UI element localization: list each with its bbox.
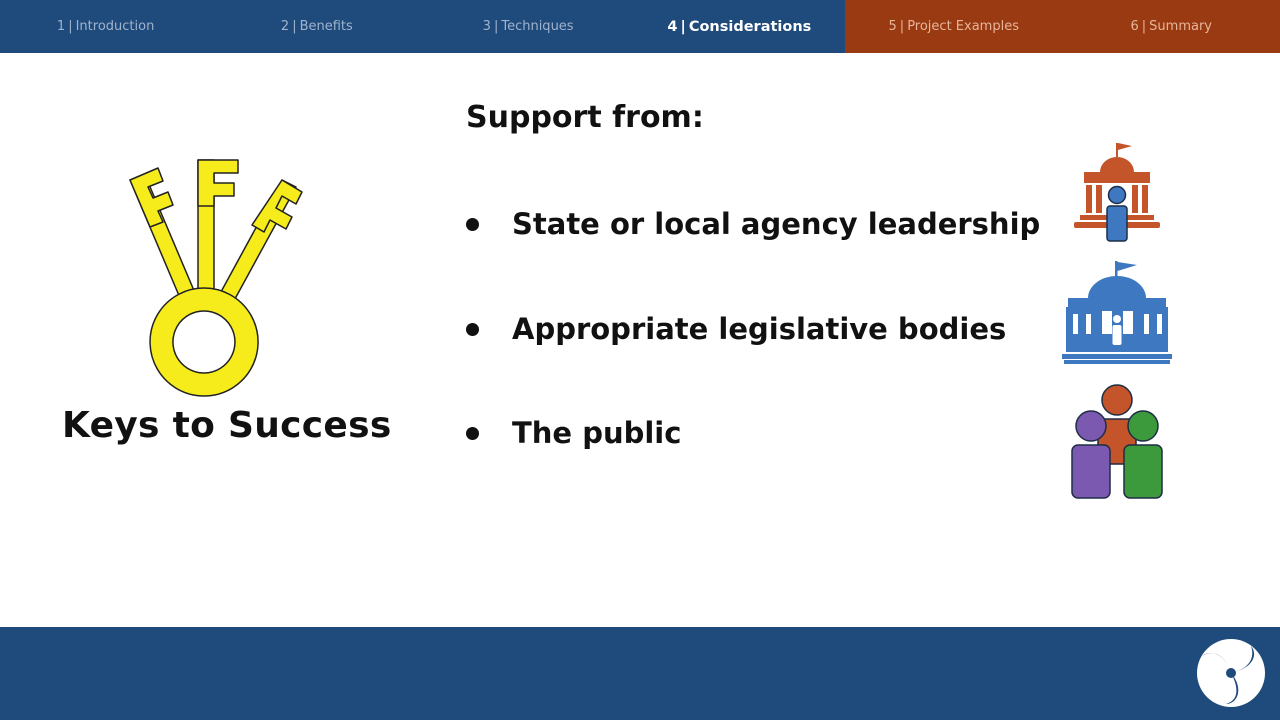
list-item	[466, 207, 1040, 241]
tab-considerations[interactable]	[634, 0, 845, 53]
section-nav	[0, 0, 1280, 53]
tab-separator: |	[493, 19, 499, 34]
list-item-text: Appropriate legislative bodies	[512, 312, 1007, 346]
capitol-building-icon	[1060, 258, 1175, 372]
dot-logo-icon	[1196, 638, 1266, 708]
list-item	[466, 416, 681, 450]
tab-separator: |	[292, 19, 297, 34]
tab-number: 5	[888, 19, 897, 34]
support-heading: Support from:	[466, 100, 704, 135]
keys-title: Keys to Success	[62, 405, 392, 446]
tab-label: Techniques	[501, 19, 574, 34]
list-item-text: State or local agency leadership	[512, 207, 1041, 241]
state-house-person-icon	[1070, 140, 1165, 249]
tab-number: 2	[280, 19, 290, 34]
bullet-icon	[466, 218, 479, 231]
tab-label: Considerations	[688, 18, 812, 35]
tab-introduction[interactable]	[0, 0, 211, 53]
bullet-icon	[466, 427, 479, 440]
tab-benefits[interactable]	[211, 0, 422, 53]
tab-separator: |	[1141, 19, 1147, 34]
tab-project-examples[interactable]	[845, 0, 1063, 53]
tab-number: 6	[1130, 19, 1139, 34]
footer-bar	[0, 627, 1280, 720]
tab-label: Project Examples	[907, 19, 1019, 34]
tab-separator: |	[68, 19, 73, 34]
tab-summary[interactable]	[1063, 0, 1280, 53]
tab-separator: |	[680, 18, 686, 35]
tab-label: Introduction	[75, 19, 155, 34]
tab-label: Summary	[1149, 19, 1212, 34]
tab-number: 1	[56, 19, 66, 34]
tab-number: 3	[482, 19, 491, 34]
people-group-icon	[1068, 383, 1168, 507]
bullet-icon	[466, 323, 479, 336]
nav-group-primary	[0, 0, 845, 53]
nav-group-secondary	[845, 0, 1280, 53]
tab-techniques[interactable]	[423, 0, 634, 53]
tab-separator: |	[899, 19, 905, 34]
list-item-text: The public	[512, 416, 682, 450]
tab-number: 4	[667, 18, 678, 35]
list-item	[466, 312, 1006, 346]
tab-label: Benefits	[299, 19, 353, 34]
keys-icon	[120, 140, 320, 405]
